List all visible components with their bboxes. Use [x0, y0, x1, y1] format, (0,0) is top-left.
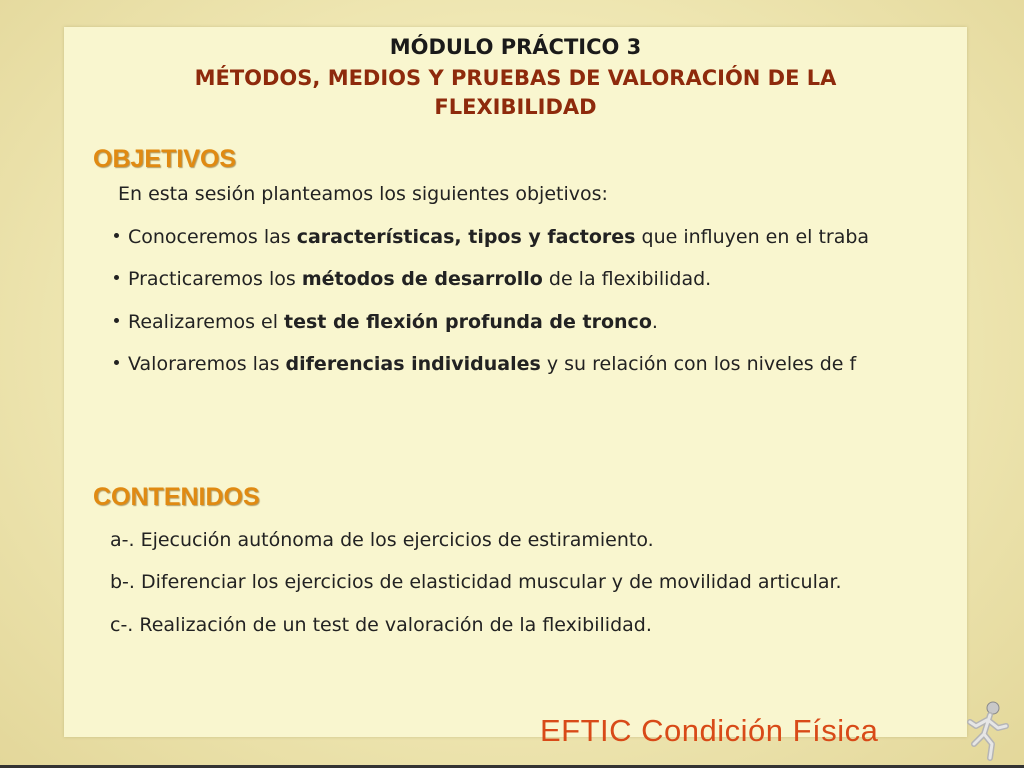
bullet-icon — [114, 233, 119, 238]
objetivo-emphasis: test de flexión profunda de tronco — [284, 311, 652, 333]
objetivo-text: Practicaremos los — [128, 268, 302, 290]
objetivo-item — [114, 226, 869, 248]
objetivo-emphasis: métodos de desarrollo — [301, 268, 543, 290]
contenido-item: b-. Diferenciar los ejercicios de elasticidad muscular y de movilidad articular. — [110, 571, 842, 593]
objetivo-text: Conoceremos las — [128, 226, 297, 248]
bullet-icon — [114, 360, 119, 365]
objetivo-text: . — [651, 311, 658, 333]
slide-title-line-2: FLEXIBILIDAD — [434, 95, 597, 119]
objetivo-text: que influyen en el traba — [635, 226, 870, 248]
objetivo-text: Valoraremos las — [128, 353, 286, 375]
objetivo-emphasis: diferencias individuales — [285, 353, 541, 375]
objetivo-item — [114, 268, 711, 290]
contenido-item: c-. Realización de un test de valoración de la flexibilidad. — [110, 614, 652, 636]
objetivo-emphasis: características, tipos y factores — [296, 226, 636, 248]
objetivos-intro: En esta sesión planteamos los siguientes objetivos: — [118, 183, 608, 205]
objetivo-item — [114, 311, 658, 333]
runner-icon — [960, 700, 1016, 762]
contenido-item: a-. Ejecución autónoma de los ejercicios de estiramiento. — [110, 529, 654, 551]
objetivo-text: y su relación con los niveles de f — [540, 353, 857, 375]
eftic-logo-text: EFTIC Condición Física — [540, 713, 879, 748]
contenidos-heading: CONTENIDOS — [93, 483, 260, 511]
slide-title-module: MÓDULO PRÁCTICO 3 — [389, 35, 642, 59]
objetivo-item — [114, 353, 856, 375]
bullet-icon — [114, 318, 119, 323]
objetivo-text: Realizaremos el — [128, 311, 285, 333]
bullet-icon — [114, 275, 119, 280]
objetivos-heading: OBJETIVOS — [93, 145, 237, 173]
objetivo-text: de la flexibilidad. — [542, 268, 712, 290]
slide-title-line-1: MÉTODOS, MEDIOS Y PRUEBAS DE VALORACIÓN DE LA — [194, 66, 837, 90]
